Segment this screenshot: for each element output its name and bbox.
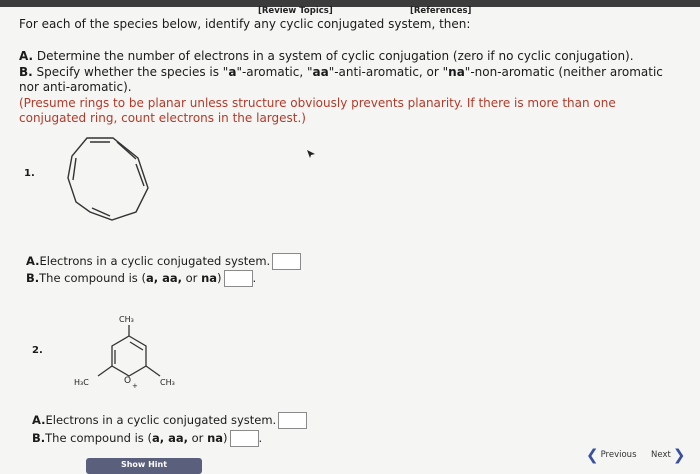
part-b-period: .	[252, 271, 257, 285]
next-button[interactable]	[651, 446, 685, 464]
part-b-option-na: na	[207, 431, 224, 445]
instruction-b-text: "-anti-aromatic, or "	[328, 64, 449, 79]
part-b-period: .	[258, 431, 263, 445]
cyclodecapentaene-structure	[60, 130, 160, 226]
question-1-number: 1.	[24, 168, 35, 179]
instruction-a-prefix: A.	[19, 49, 34, 63]
instruction-a	[19, 49, 684, 65]
question-1-part-b	[26, 270, 256, 287]
part-b-options: a, aa,	[151, 431, 188, 445]
question-1-aromaticity-input[interactable]	[224, 270, 253, 287]
question-2-number: 2.	[32, 345, 43, 356]
methyl-top-label: CH₃	[119, 315, 134, 324]
instruction-b-text: "-non-aromatic (neither aromatic nor anti-aromatic).	[19, 64, 663, 94]
option-a: a	[228, 64, 237, 79]
trimethylpyrylium-structure	[70, 310, 190, 396]
instruction-b-text: Specify whether the species is "	[32, 64, 229, 79]
instruction-a-text: Determine the number of electrons in a system of cyclic conjugation (zero if no cyclic conjugation).	[33, 49, 634, 63]
methyl-right-label: CH₃	[160, 378, 175, 387]
part-a-label: Electrons in a cyclic conjugated system.	[45, 413, 277, 427]
question-1-electrons-input[interactable]	[272, 253, 301, 270]
part-b-label: )	[223, 431, 228, 445]
question-2-aromaticity-input[interactable]	[230, 430, 259, 447]
part-b-prefix: B.	[32, 431, 46, 445]
instruction-note: (Presume rings to be planar unless structure obviously prevents planarity. If there is more than one conjugated ring, count electrons in the largest.)	[19, 95, 616, 125]
part-a-label: Electrons in a cyclic conjugated system.	[39, 254, 271, 268]
positive-charge-label: +	[132, 382, 138, 390]
show-hint-button[interactable]: Show Hint	[86, 458, 202, 474]
chevron-left-icon: ❮	[586, 446, 599, 464]
next-label: Next	[651, 450, 671, 460]
previous-label: Previous	[600, 450, 637, 460]
question-1-part-a	[26, 253, 301, 270]
option-na: na	[448, 64, 465, 79]
part-b-prefix: B.	[26, 271, 40, 285]
chevron-right-icon: ❯	[672, 446, 686, 464]
oxygen-label: O	[124, 376, 132, 386]
instruction-b-prefix: B.	[19, 64, 33, 79]
part-b-label: The compound is (	[45, 431, 152, 445]
references-link[interactable]: [References]	[410, 6, 472, 16]
part-a-prefix: A.	[32, 413, 46, 427]
mouse-cursor-icon	[306, 149, 316, 159]
question-2-electrons-input[interactable]	[278, 412, 307, 429]
previous-button[interactable]	[586, 446, 637, 464]
intro-text: For each of the species below, identify any cyclic conjugated system, then:	[19, 17, 471, 31]
part-b-label: or	[187, 431, 208, 445]
part-b-label: )	[217, 271, 222, 285]
part-b-options: a, aa,	[145, 271, 182, 285]
instruction-b	[19, 65, 684, 96]
methyl-left-label: H₃C	[74, 378, 89, 387]
part-b-option-na: na	[201, 271, 218, 285]
instructions	[19, 49, 684, 127]
part-b-label: The compound is (	[39, 271, 146, 285]
part-b-label: or	[181, 271, 202, 285]
question-2-part-a	[32, 412, 307, 429]
part-a-prefix: A.	[26, 254, 40, 268]
option-aa: aa	[312, 64, 329, 79]
review-topics-link[interactable]: [Review Topics]	[258, 6, 333, 16]
instruction-b-text: "-aromatic, "	[236, 64, 313, 79]
question-2-part-b	[32, 430, 262, 447]
